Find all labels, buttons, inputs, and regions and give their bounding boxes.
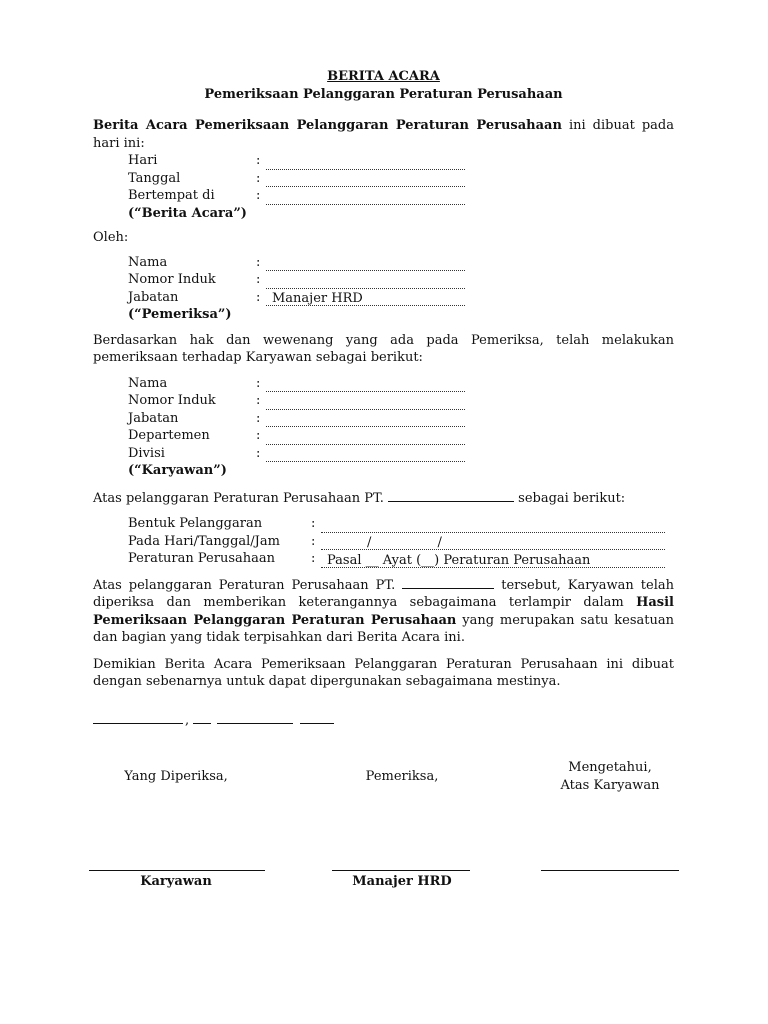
month-blank[interactable] — [217, 711, 293, 724]
examiner-name: Manajer HRD — [352, 874, 452, 889]
intro-bold: Berita Acara Pemeriksaan Pelanggaran Peraturan Perusahaan — [93, 118, 562, 133]
city-blank[interactable] — [93, 711, 183, 724]
employee-nomor-induk-field[interactable] — [266, 396, 465, 410]
supervisor-role: Mengetahui, Atas Karyawan — [560, 760, 660, 793]
tanggal-field[interactable] — [266, 173, 465, 187]
field-row-jabatan: Jabatan : Manajer HRD — [128, 289, 674, 307]
employee-nama-field[interactable] — [266, 378, 465, 392]
field-label: Nomor Induk — [128, 272, 216, 287]
field-row-tempat: Bertempat di : — [128, 187, 674, 205]
examinee-role: Yang Diperiksa, — [124, 769, 228, 784]
supervisor-signature-line[interactable] — [541, 870, 679, 871]
field-row-tanggal: Tanggal : — [128, 170, 674, 188]
violation-intro: Atas pelanggaran Peraturan Perusahaan PT. sebagai berikut: — [93, 490, 626, 506]
field-label: Tanggal — [128, 170, 181, 186]
event-tag: (“Berita Acara”) — [128, 205, 247, 221]
field-row-peraturan: Peraturan Perusahaan : Pasal __ Ayat (__) Peraturan Perusahaan — [128, 550, 674, 568]
employee-divisi-field[interactable] — [266, 448, 465, 462]
field-row-divisi: Divisi : — [128, 445, 674, 463]
field-row-hari: Hari : — [128, 152, 674, 170]
title-main: BERITA ACARA — [327, 69, 440, 84]
field-label: Jabatan — [128, 410, 179, 426]
field-label: Peraturan Perusahaan — [128, 551, 275, 566]
field-label: Jabatan — [128, 289, 179, 305]
by-label: Oleh: — [93, 230, 129, 245]
field-label: Hari — [128, 153, 158, 168]
field-row-bentuk: Bentuk Pelanggaran : — [128, 515, 674, 533]
field-row-departemen: Departemen : — [128, 427, 674, 445]
examiner-jabatan-field[interactable]: Manajer HRD — [266, 292, 465, 306]
examinee-name: Karyawan — [140, 874, 212, 889]
field-label: Pada Hari/Tanggal/Jam — [128, 533, 280, 549]
company-name-blank[interactable] — [388, 489, 514, 502]
examinee-signature-line[interactable] — [89, 870, 265, 871]
year-blank[interactable] — [300, 711, 334, 724]
result-paragraph: Atas pelanggaran Peraturan Perusahaan PT. tersebut, Karyawan telah diperiksa dan memberikan keterangannya sebagaimana terlampir dalam Hasil Pemeriksaan Pelanggaran Peraturan Perusahaan yang merupakan satu kesatuan dan bagian yang tidak terpisahkan dari Berita Acara ini. — [93, 577, 674, 645]
field-row-waktu: Pada Hari/Tanggal/Jam : / / — [128, 533, 674, 551]
day-blank[interactable] — [193, 711, 211, 724]
employee-fields — [128, 375, 674, 480]
employee-jabatan-field[interactable] — [266, 413, 465, 427]
examiner-role: Pemeriksa, — [365, 769, 439, 784]
event-fields — [128, 152, 674, 222]
field-row-nama: Nama : — [128, 254, 674, 272]
field-row-nama: Nama : — [128, 375, 674, 393]
employee-tag: (“Karyawan”) — [128, 463, 227, 478]
field-label: Departemen — [128, 428, 210, 443]
field-label: Nomor Induk — [128, 393, 216, 408]
intro-rest: ini dibuat pada hari ini: — [93, 118, 674, 151]
title-sub: Pemeriksaan Pelanggaran Peraturan Perusahaan — [204, 86, 563, 102]
field-label: Bertempat di — [128, 188, 215, 203]
peraturan-field[interactable]: Pasal __ Ayat (__) Peraturan Perusahaan — [321, 554, 665, 568]
document-title — [93, 68, 674, 103]
examiner-nomor-induk-field[interactable] — [266, 275, 465, 289]
employee-departemen-field[interactable] — [266, 431, 465, 445]
examiner-signature-line[interactable] — [332, 870, 470, 871]
waktu-pelanggaran-field[interactable]: / / — [321, 536, 665, 550]
company-name-blank-2[interactable] — [402, 576, 494, 589]
examiner-fields — [128, 254, 674, 324]
closing-paragraph: Demikian Berita Acara Pemeriksaan Pelanggaran Peraturan Perusahaan ini dibuat dengan sebenarnya untuk dapat dipergunakan sebagaimana mestinya. — [93, 656, 674, 689]
date-line: , — [93, 711, 336, 730]
field-row-nomor-induk: Nomor Induk : — [128, 271, 674, 289]
examiner-nama-field[interactable] — [266, 257, 465, 271]
field-label: Bentuk Pelanggaran — [128, 516, 263, 531]
bentuk-pelanggaran-field[interactable] — [321, 519, 665, 533]
intro-paragraph — [93, 117, 674, 152]
violation-fields — [128, 515, 674, 568]
field-row-nomor-induk: Nomor Induk : — [128, 392, 674, 410]
field-label: Nama — [128, 254, 168, 270]
examiner-tag: (“Pemeriksa”) — [128, 307, 232, 322]
field-label: Divisi — [128, 445, 165, 461]
field-row-jabatan: Jabatan : — [128, 410, 674, 428]
field-label: Nama — [128, 375, 168, 391]
tempat-field[interactable] — [266, 191, 465, 205]
document-page — [93, 68, 674, 691]
hari-field[interactable] — [266, 156, 465, 170]
authority-paragraph: Berdasarkan hak dan wewenang yang ada pada Pemeriksa, telah melakukan pemeriksaan terhadap Karyawan sebagai berikut: — [93, 332, 674, 365]
